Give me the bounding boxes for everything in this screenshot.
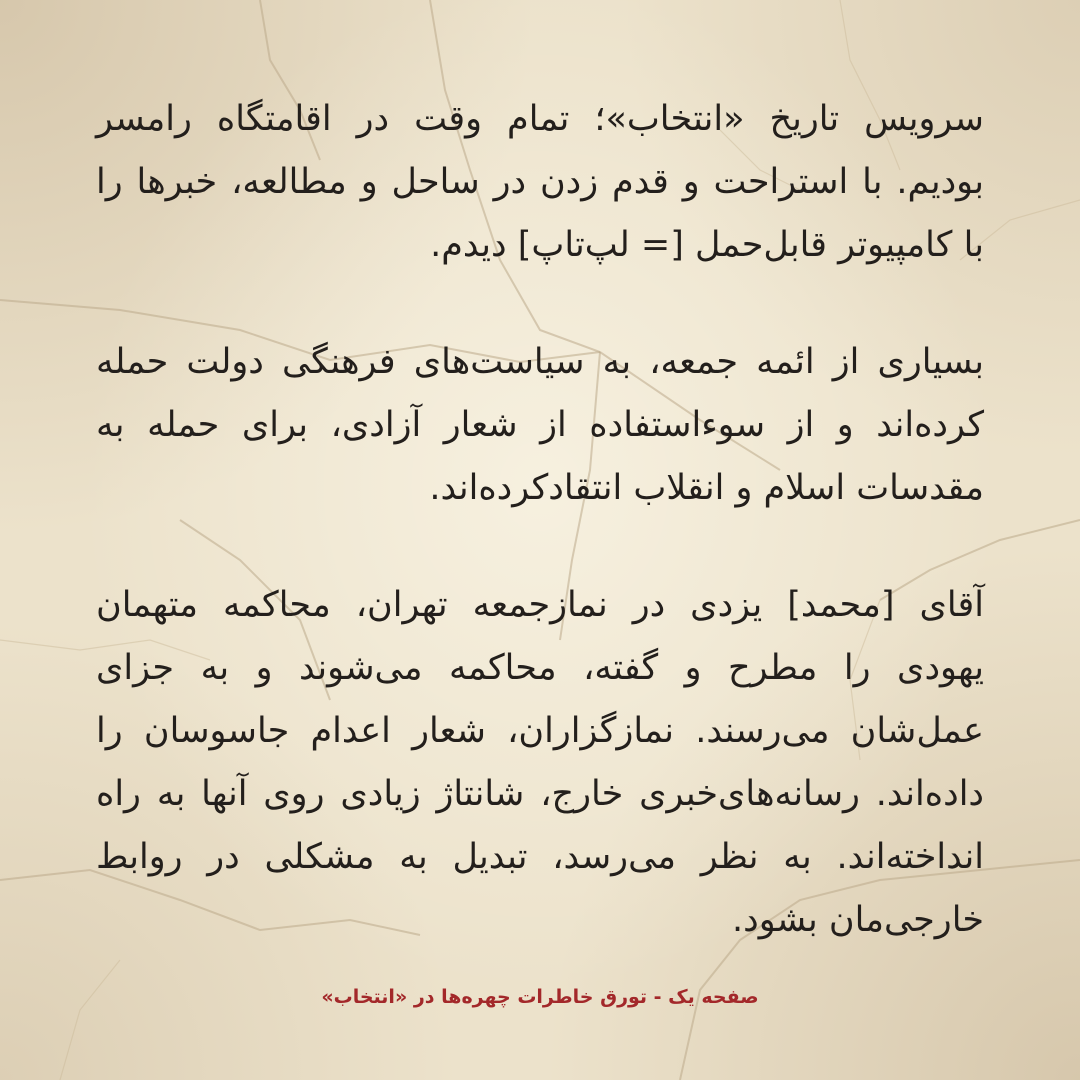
footer-caption: صفحه یک - تورق خاطرات چهره‌ها در «انتخاب» (321, 986, 759, 1008)
paragraph-2: بسیاری از ائمه جمعه، به سیاست‌های فرهنگی دولت حمله کرده‌اند و از سوءاستفاده از شعار آزادی، برای حمله به مقدسات اسلام و انقلاب انتقادکرده‌اند. (96, 342, 984, 508)
paragraph-1: سرویس تاریخ «انتخاب»؛ تمام وقت در اقامتگاه رامسر بودیم. با استراحت و قدم زدن در ساحل و مطالعه، خبرها را با کامپیوتر قابل‌حمل [= لپ‌تاپ] دیدم. (96, 99, 984, 265)
article-text (96, 88, 984, 952)
paragraph-3: آقای [محمد] یزدی در نمازجمعه تهران، محاکمه متهمان یهودی را مطرح و گفته، محاکمه می‌شوند و به جزای عمل‌شان می‌رسند. نمازگزاران، شعار اعدام جاسوسان را داده‌اند. رسانه‌های‌خبری خارج، شانتاژ زیادی روی آنها به راه انداخته‌اند. به نظر می‌رسد، تبدیل به مشکلی در روابط خارجی‌مان بشود. (96, 585, 984, 940)
